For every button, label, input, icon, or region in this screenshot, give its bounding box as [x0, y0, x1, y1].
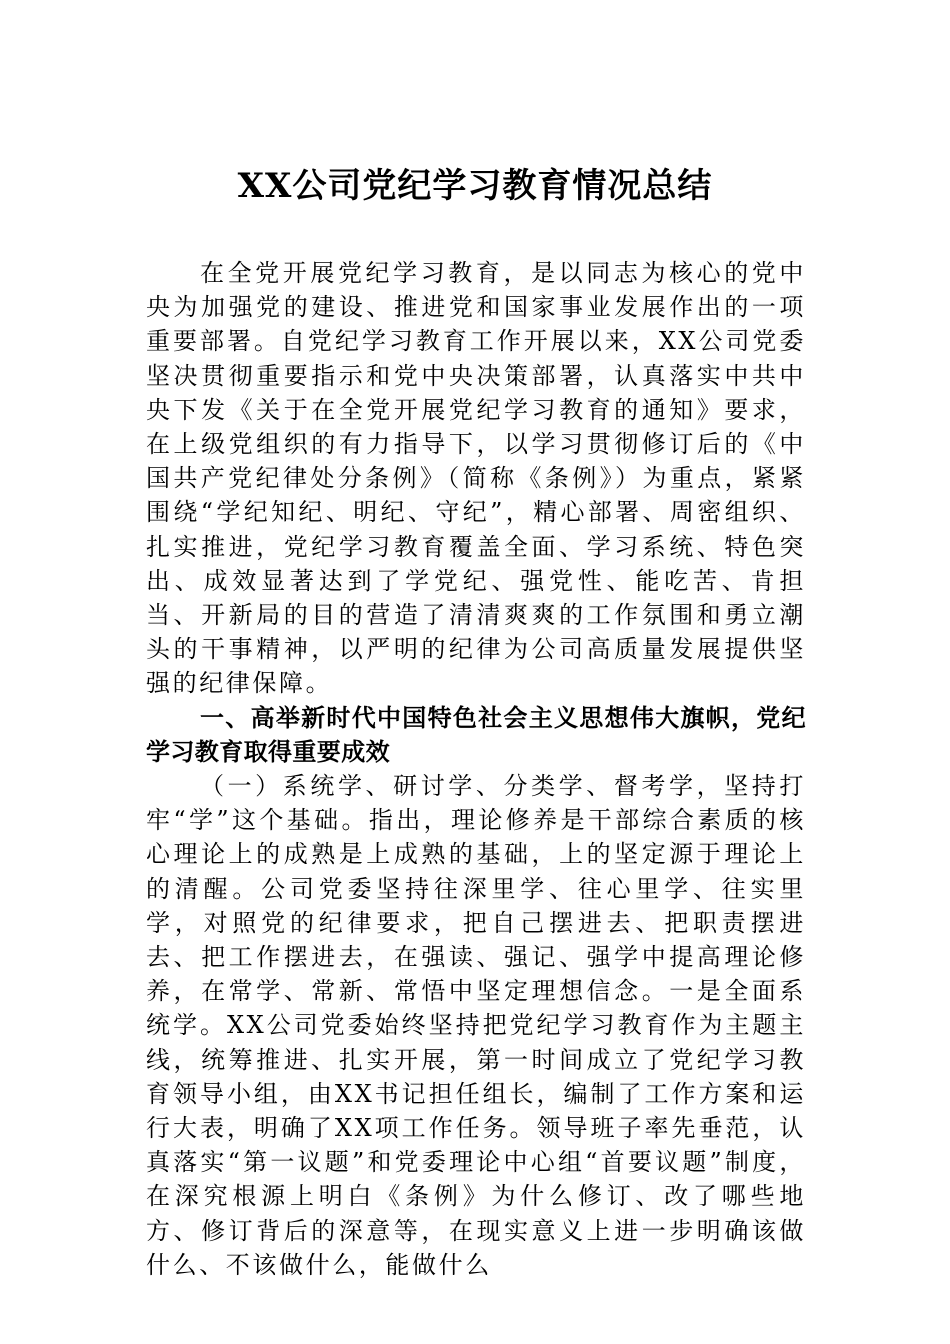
document-body — [146, 256, 806, 1282]
subsection-paragraph-1: （一）系统学、研讨学、分类学、督考学，坚持打牢“学”这个基础。指出，理论修养是干部综合素质的核心理论上的成熟是上成熟的基础，上的坚定源于理论上的清醒。公司党委坚持往深里学、往心里学、往实里学，对照党的纪律要求，把自己摆进去、把职责摆进去、把工作摆进去，在强读、强记、强学中提高理论修养，在常学、常新、常悟中坚定理想信念。一是全面系统学。XX公司党委始终坚持把党纪学习教育作为主题主线，统筹推进、扎实开展，第一时间成立了党纪学习教育领导小组，由XX书记担任组长，编制了工作方案和运行大表，明确了XX项工作任务。领导班子率先垂范，认真落实“第一议题”和党委理论中心组“首要议题”制度，在深究根源上明白《条例》为什么修订、改了哪些地方、修订背后的深意等，在现实意义上进一步明确该做什么、不该做什么，能做什么 — [146, 772, 806, 1279]
section-heading-1: 一、高举新时代中国特色社会主义思想伟大旗帜，党纪学习教育取得重要成效 — [146, 703, 806, 766]
intro-paragraph: 在全党开展党纪学习教育，是以同志为核心的党中央为加强党的建设、推进党和国家事业发展作出的一项重要部署。自党纪学习教育工作开展以来，XX公司党委坚决贯彻重要指示和党中央决策部署，认真落实中共中央下发《关于在全党开展党纪学习教育的通知》要求，在上级党组织的有力指导下，以学习贯彻修订后的《中国共产党纪律处分条例》（简称《条例》）为重点，紧紧围绕“学纪知纪、明纪、守纪”，精心部署、周密组织、扎实推进，党纪学习教育覆盖全面、学习系统、特色突出、成效显著达到了学党纪、强党性、能吃苦、肯担当、开新局的目的营造了清清爽爽的工作氛围和勇立潮头的干事精神，以严明的纪律为公司高质量发展提供坚强的纪律保障。 — [146, 259, 806, 698]
document-title: XX公司党纪学习教育情况总结 — [237, 166, 713, 206]
